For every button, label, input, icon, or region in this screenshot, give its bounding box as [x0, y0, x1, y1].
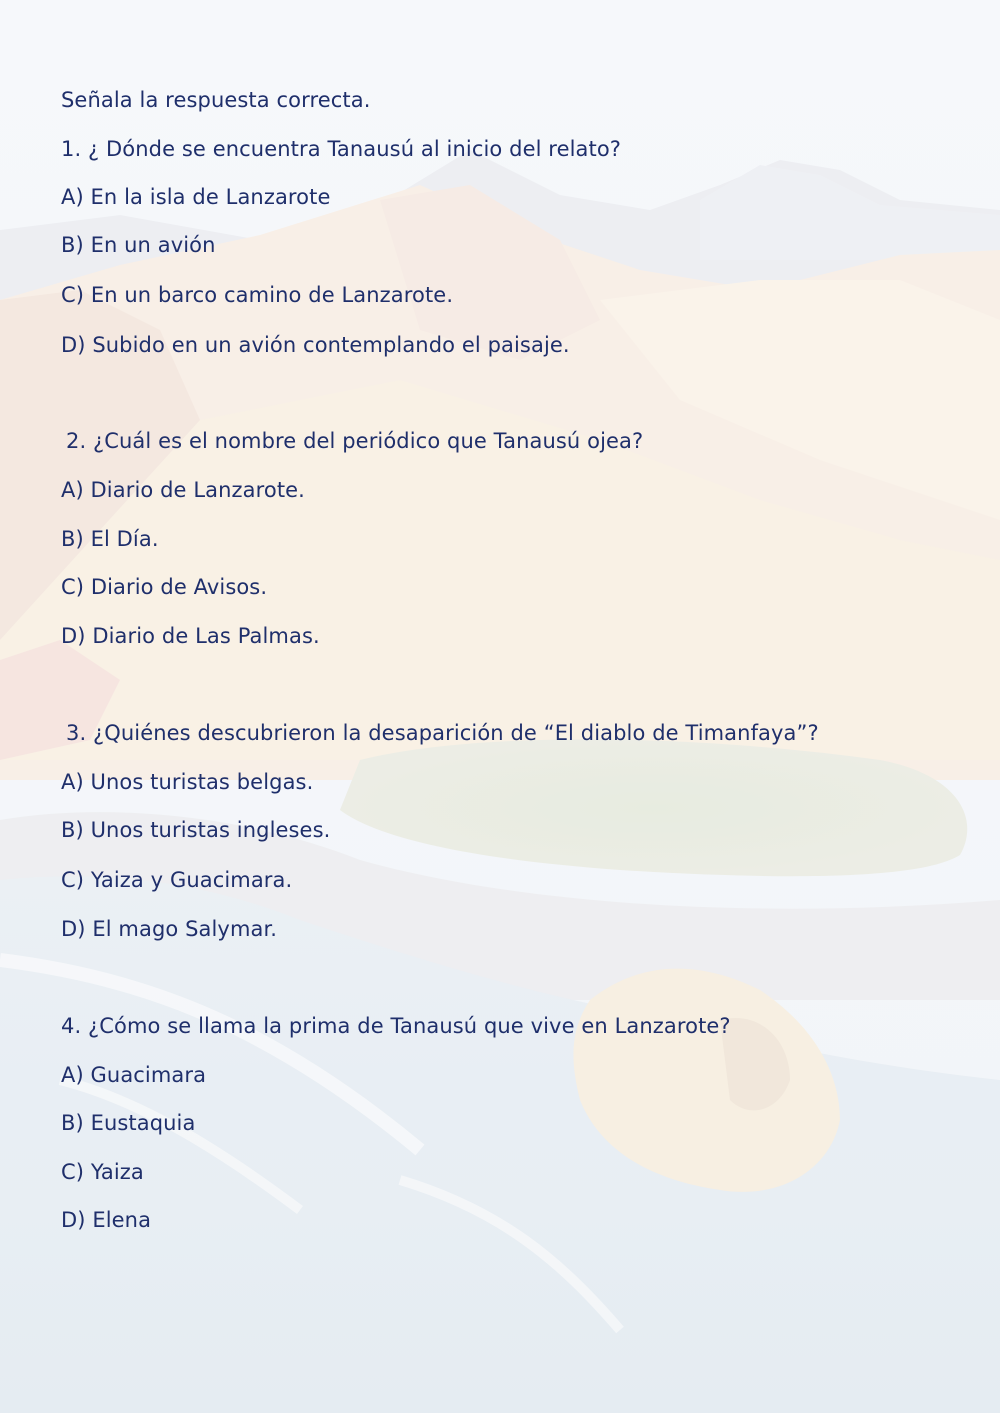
question-1-text: 1. ¿ Dónde se encuentra Tanausú al inicio del relato? [61, 137, 622, 161]
instruction-text: Señala la respuesta correcta. [61, 88, 371, 112]
question-3-text: 3. ¿Quiénes descubrieron la desaparición de “El diablo de Timanfaya”? [66, 721, 819, 745]
question-3-option-c[interactable]: C) Yaiza y Guacimara. [61, 868, 293, 892]
question-4-option-c[interactable]: C) Yaiza [61, 1160, 144, 1184]
question-1-option-b[interactable]: B) En un avión [61, 233, 216, 257]
question-3-option-d[interactable]: D) El mago Salymar. [61, 917, 278, 941]
question-1-option-c[interactable]: C) En un barco camino de Lanzarote. [61, 283, 454, 307]
question-1-option-d[interactable]: D) Subido en un avión contemplando el paisaje. [61, 333, 570, 357]
question-4-option-a[interactable]: A) Guacimara [61, 1063, 207, 1087]
question-2-option-c[interactable]: C) Diario de Avisos. [61, 575, 268, 599]
question-2-text: 2. ¿Cuál es el nombre del periódico que Tanausú ojea? [66, 429, 644, 453]
question-4-text: 4. ¿Cómo se llama la prima de Tanausú que vive en Lanzarote? [61, 1014, 731, 1038]
question-3-option-b[interactable]: B) Unos turistas ingleses. [61, 818, 331, 842]
question-4-option-d[interactable]: D) Elena [61, 1208, 152, 1232]
question-2-option-a[interactable]: A) Diario de Lanzarote. [61, 478, 305, 502]
question-3-option-a[interactable]: A) Unos turistas belgas. [61, 770, 314, 794]
question-2-option-d[interactable]: D) Diario de Las Palmas. [61, 624, 320, 648]
question-4-option-b[interactable]: B) Eustaquia [61, 1111, 196, 1135]
question-2-option-b[interactable]: B) El Día. [61, 527, 159, 551]
question-1-option-a[interactable]: A) En la isla de Lanzarote [61, 185, 331, 209]
